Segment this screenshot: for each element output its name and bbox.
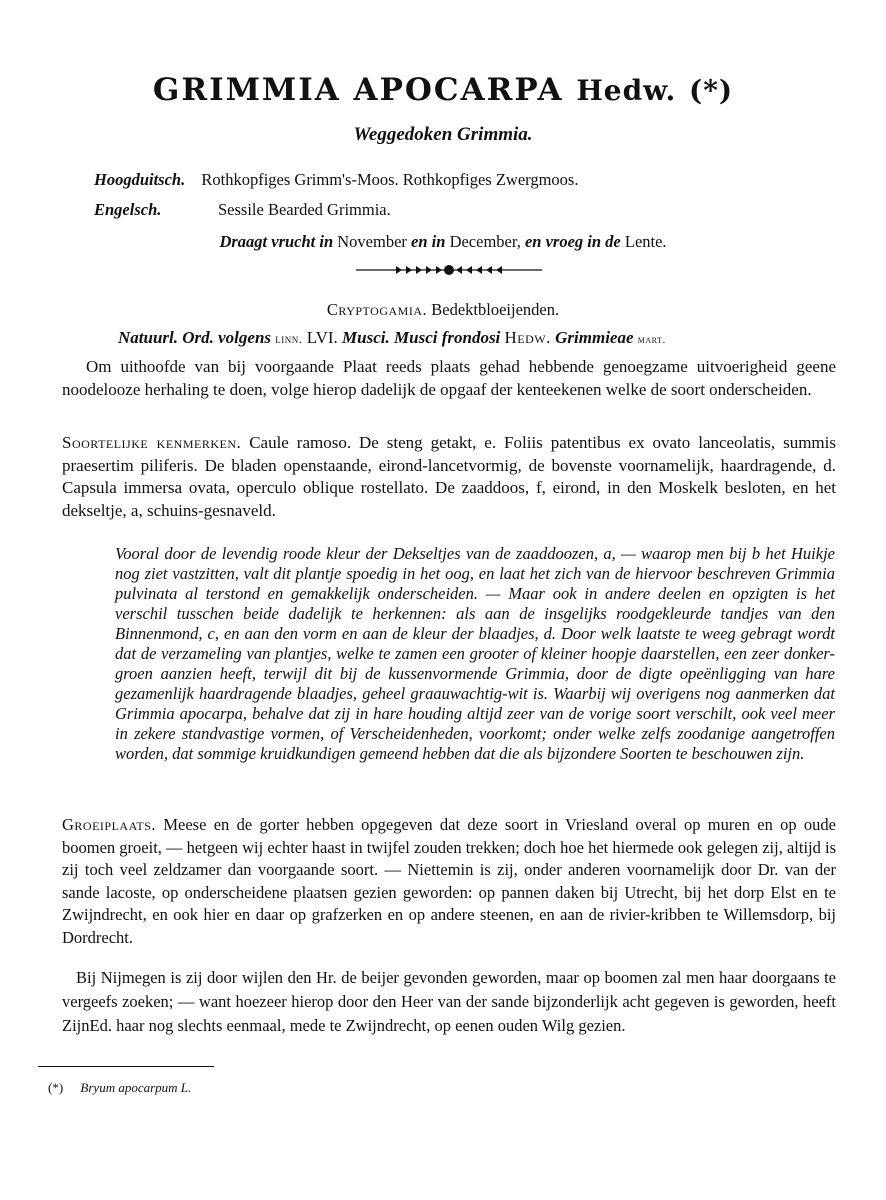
class-line <box>0 300 886 320</box>
order-f: Grimmieae <box>555 328 634 347</box>
class-b: Bedektbloeijenden. <box>431 300 560 319</box>
class-a: Cryptogamia. <box>326 300 428 319</box>
habitat-label: Groeiplaats. <box>62 815 157 834</box>
characters-paragraph <box>62 432 836 522</box>
order-e: Hedw. <box>504 328 551 347</box>
habitat-text: Meese en de gorter hebben opgegeven dat deze soort in Vriesland overal op muren en op oude boomen groeit, — hetgeen wij echter haast in twijfel zouden trekken; doch hoe het hiermede ook gelegen zij, altijd is zij toch veel zeldzamer dan voorgaande soort. — Niettemin is zij, onder anderen voornamelijk door Dr. van der sande lacoste, op onderscheidene plaatsen gezien geworden: op pannen daken bij Utrecht, bij het dorp Elst en te Zwijndrecht, en ook hier en daar op grafzerken en op andere steenen, en aan de rivier-kribben te Willemsdorp, bij Dordrecht. <box>62 815 837 947</box>
fruit-c: en in <box>411 232 446 251</box>
subtitle: Weggedoken Grimmia. <box>353 124 533 145</box>
fruit-f: Lente. <box>624 232 667 251</box>
title-main: GRIMMIA APOCARPA <box>152 72 564 108</box>
footnote-text: Bryum apocarpum L. <box>80 1080 192 1095</box>
order-b: linn. <box>275 331 303 346</box>
page-title <box>0 72 886 108</box>
lang-german: Hoogduitsch. <box>94 170 186 189</box>
order-a: Natuurl. Ord. volgens <box>118 328 272 347</box>
order-g: mart. <box>637 332 666 346</box>
name-english-text: Sessile Bearded Grimmia. <box>218 200 391 219</box>
nijmegen-paragraph: Bij Nijmegen is zij door wijlen den Hr. de beijer gevonden geworden, maar op boomen zal men haar doorgaans te vergeefs zoeken; — want hoezeer hierop door den Heer van der sande bijzonderlijk acht gegeven is geworden, heeft ZijnEd. haar nog slechts eenmaal, mede te Zwijndrecht, op eenen ouden Wilg gezien. <box>62 968 836 1035</box>
name-german-text: Rothkopfiges Grimm's-Moos. Rothkopfiges Zwergmoos. <box>201 170 579 189</box>
habitat-paragraph <box>62 814 836 949</box>
fruit-a: Draagt vrucht in <box>219 232 334 251</box>
name-english <box>94 200 391 220</box>
footnote-rule <box>38 1066 214 1067</box>
order-c: LVI. <box>306 328 338 347</box>
footnote-mark: (*) <box>48 1080 64 1095</box>
title-footnote-mark: (*) <box>689 74 734 107</box>
ornament-divider <box>356 262 542 278</box>
fruit-d: December, <box>449 232 521 251</box>
order-d: Musci. Musci frondosi <box>342 328 501 347</box>
name-german <box>94 170 578 190</box>
characters-label: Soortelijke kenmerken. <box>62 433 242 452</box>
title-author: Hedw. <box>576 74 677 107</box>
characters-text: Caule ramoso. De steng getakt, e. Foliis patentibus ex ovato lanceolatis, summis praesertim piliferis. De bladen openstaande, eirond-lancetvormig, de bovenste voornamelijk, haardragende, d. Capsula immersa ovata, operculo oblique rostellato. De zaaddoos, f, eirond, in den Moskelk besloten, en het dekseltje, a, schuins-gesnaveld. <box>62 433 836 520</box>
intro-paragraph: Om uithoofde van bij voorgaande Plaat reeds plaats gehad hebbende genoegzame uitvoerigheid geene noodelooze herhaling te doen, volge hierop dadelijk de opgaaf der kenteekenen welke de soort onderscheiden. <box>62 357 836 399</box>
note-paragraph: Vooral door de levendig roode kleur der Dekseltjes van de zaaddoozen, a, — waarop men bij b het Huikje nog ziet vastzitten, valt dit plantje spoedig in het oog, en laat het zich van de hiervoor beschreven Grimmia pulvinata al terstond en gemakkelijk onderscheiden. — Maar ook in andere deelen en opzigten is het verschil tusschen beide dadelijk te herkennen: als aan de insgelijks roodgekleurde tandjes van den Binnenmond, c, en aan den vorm en aan de kleur der blaadjes, d. Door welk laatste te weeg gebragt wordt dat de verzameling van plantjes, welke te zamen een grooter of kleiner hoopje daarstellen, een zeer donker-groen aanzien heeft, terwijl dit bij de kussenvormende Grimmia, door de digte opeënligging van hare gezamenlijk haardragende blaadjes, geheel graauwachtig-wit is. Waarbij wij overigens nog aanmerken dat Grimmia apocarpa, behalve dat zij in hare houding altijd zeer van de vorige soort verschilt, ook veel meer in zekere standvastige vormen, of Verscheidenheden, voorkomt; onder welke zelfs zoodanige aangetroffen worden, dat sommige kruidkundigen gemeend hebben dat die als bijzondere Soorten te beschouwen zijn. <box>115 544 835 763</box>
order-line <box>118 328 666 348</box>
footnote <box>48 1080 191 1096</box>
fruit-line <box>0 232 886 252</box>
fruit-e: en vroeg in de <box>524 232 621 251</box>
fruit-b: November <box>337 232 407 251</box>
lang-english: Engelsch. <box>94 200 162 219</box>
